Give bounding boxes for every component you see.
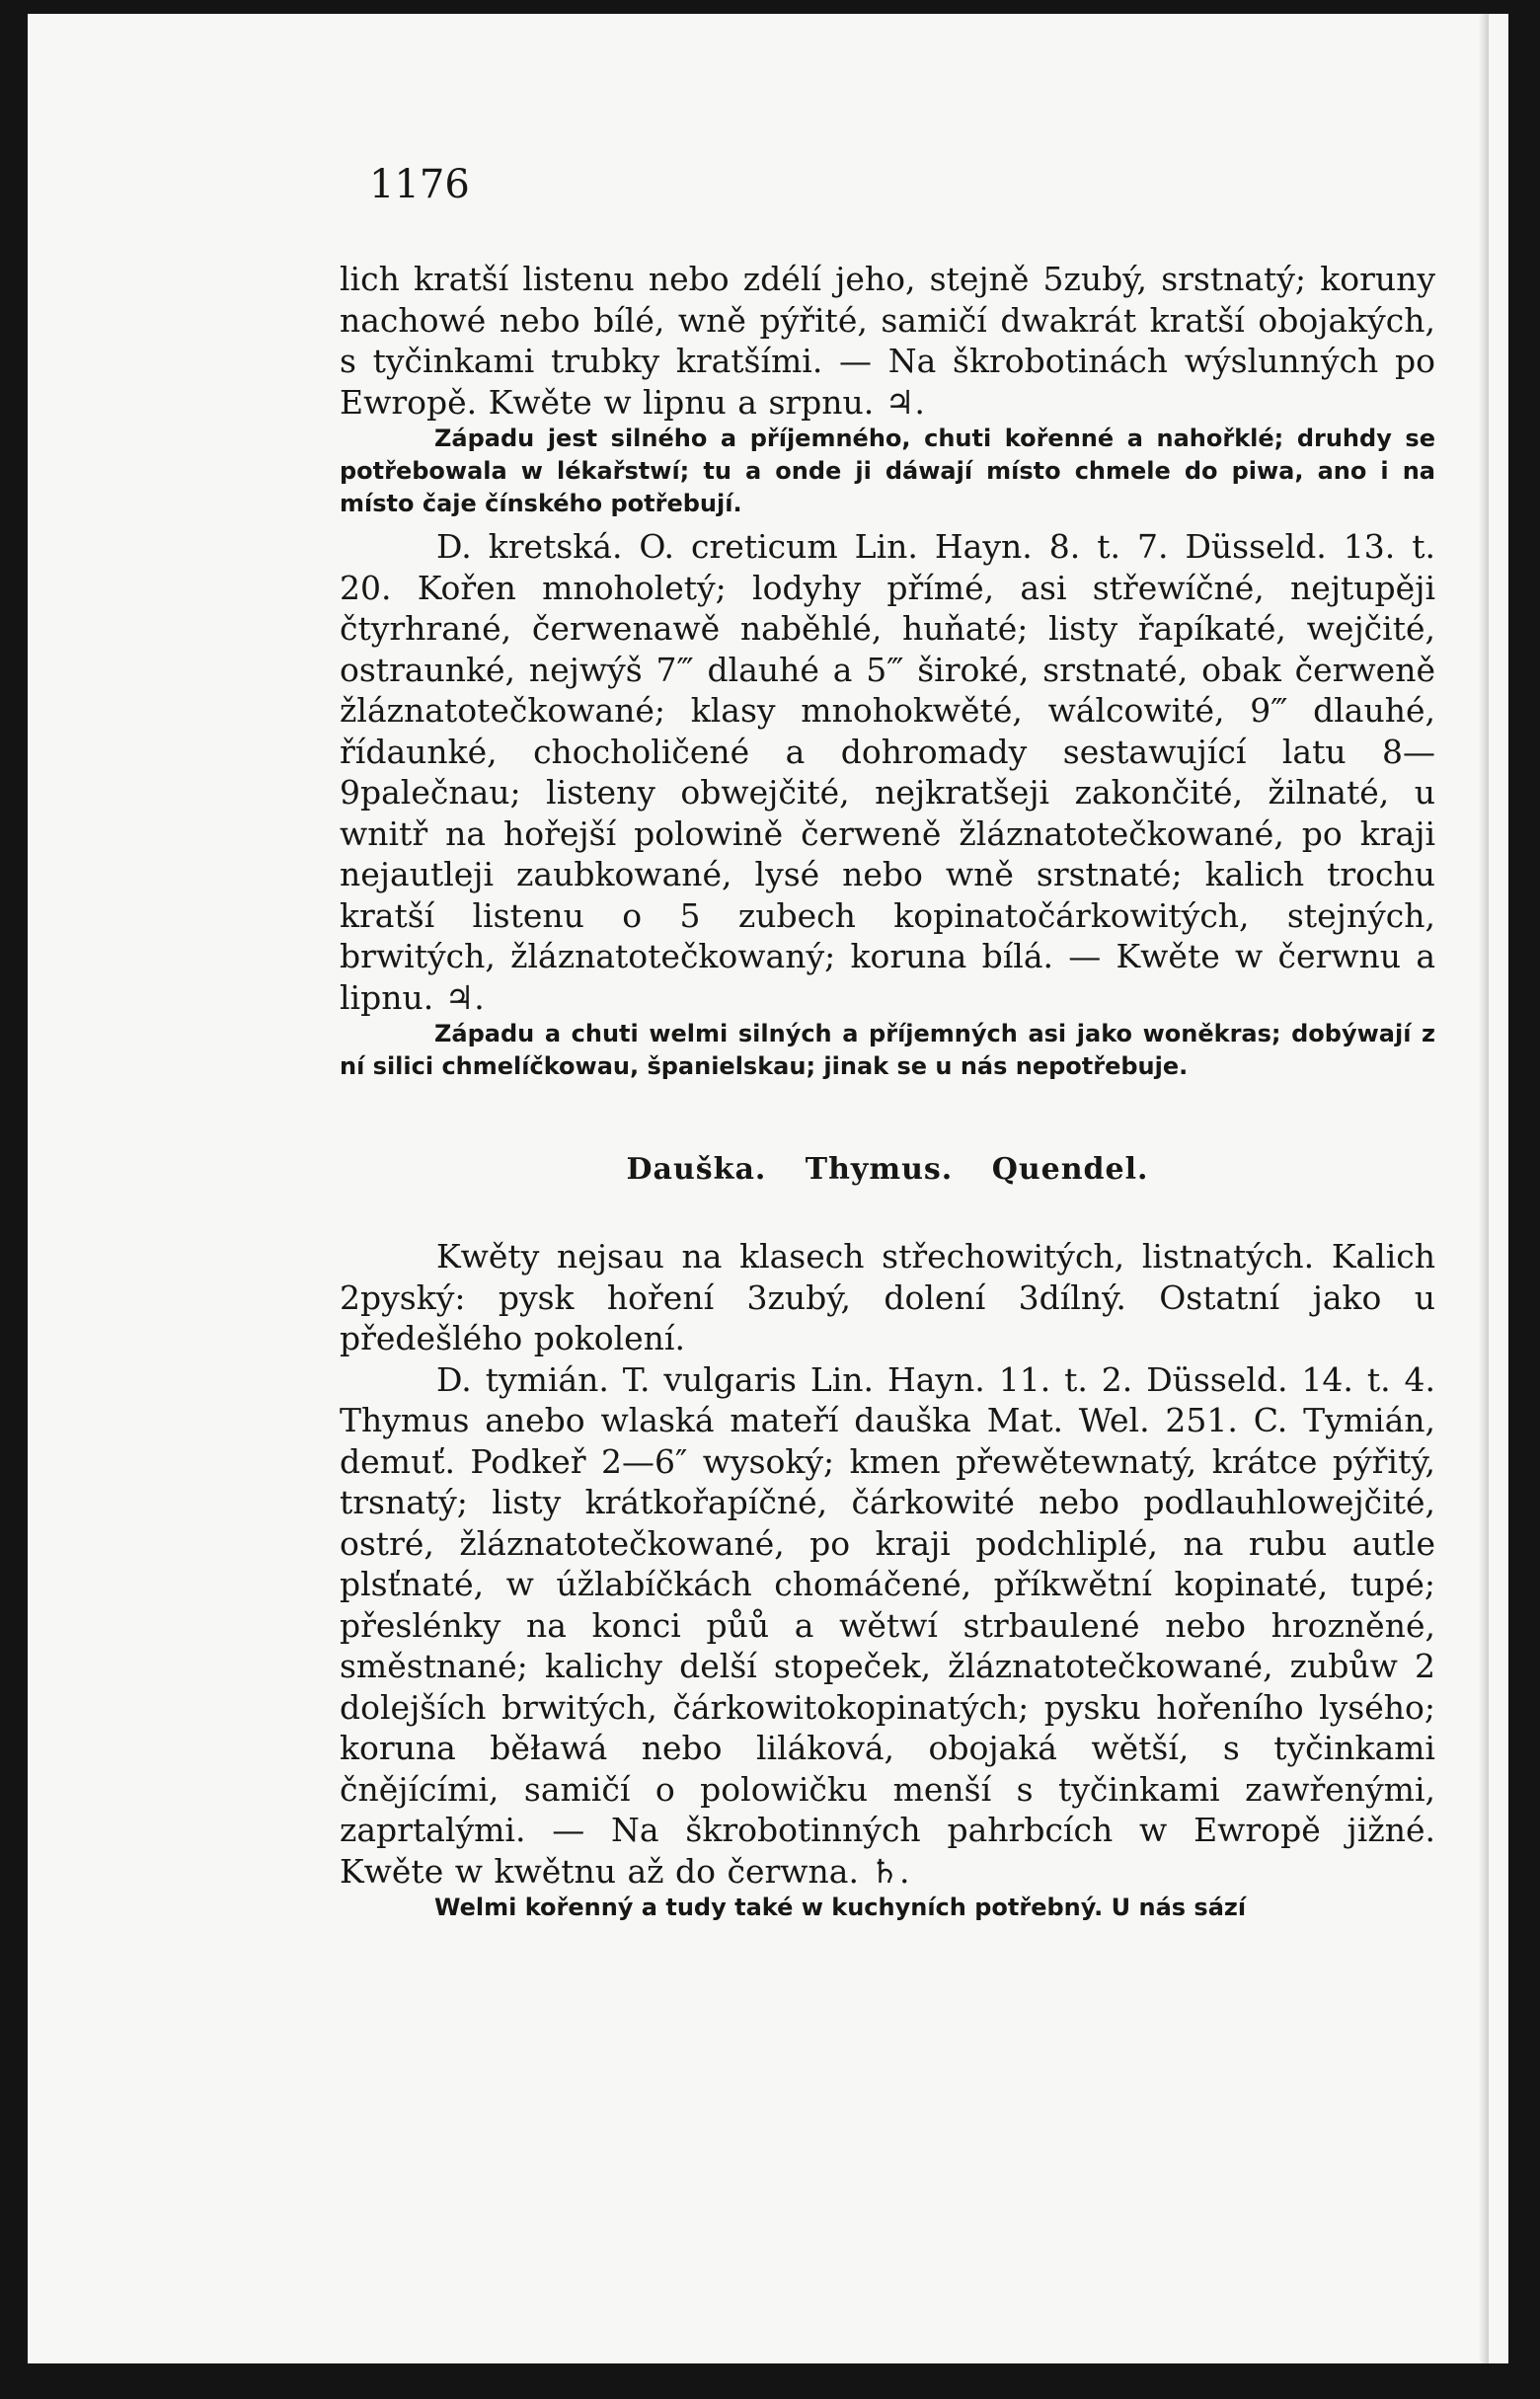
page-sheet — [28, 14, 1508, 2363]
genus-heading — [340, 1152, 1435, 1187]
note-usage-origanum: Západu jest silného a příjemného, chuti kořenné a nahořklé; druhdy se potřebowala w lékařstwí; tu a onde ji dáwají místo chmele do piwa, ano i na místo čaje čínského potřebují. — [340, 425, 1435, 517]
heading-german: Quendel. — [991, 1152, 1149, 1187]
heading-latin: Thymus. — [805, 1152, 954, 1187]
heading-czech: Dauška. — [626, 1152, 767, 1187]
paragraph-continuation: lich kratší listenu nebo zdélí jeho, stejně 5zubý, srstnatý; koruny nachowé nebo bílé, wně pýřité, samičí dwakrát kratší obojakých, s tyčinkami trubky kratšími. — Na škrobotinách wýslunných po Ewropě. Kwěte w lipnu a srpnu. ♃. — [340, 260, 1435, 422]
paragraph-thymus-vulgaris: D. tymián. T. vulgaris Lin. Hayn. 11. t. 2. Düsseld. 14. t. 4. Thymus anebo wlaská mateří dauška Mat. Wel. 251. C. Tymián, demuť. Podkeř 2—6″ wysoký; kmen přewětewnatý, krátce pýřitý, trsnatý; listy krátkořapíčné, čárkowité nebo podlauhlowejčité, ostré, žláznatotečkowané, po kraji podchliplé, na rubu autle plsťnaté, w úžlabíčkách chomáčené, příkwětní kopinaté, tupé; přeslénky na konci půů a wětwí strbaulené nebo hrozněné, směstnané; kalichy delší stopeček, žláznatotečkowané, zubůw 2 dolejších brwitých, čárkowitokopinatých; pysku hořeního lysého; koruna běławá nebo liláková, obojaká wětší, s tyčinkami čnějícími, samičí o polowičku menší s tyčinkami zawřenými, zaprtalými. — Na škrobotinných pahrbcích w Ewropě jižné. Kwěte w kwětnu až do čerwna. ♄. — [340, 1359, 1435, 1891]
note-usage-creticum: Západu a chuti welmi silných a příjemných asi jako woněkras; dobýwají z ní silici chmelíčkowau, španielskau; jinak se u nás nepotřebuje. — [340, 1020, 1435, 1080]
page-content — [340, 162, 1435, 1924]
paragraph-genus-description: Kwěty nejsau na klasech střechowitých, listnatých. Kalich 2pyský: pysk hoření 3zubý, dolení 3dílný. Ostatní jako u předešlého pokolení. — [340, 1237, 1435, 1357]
page-number: 1176 — [369, 162, 470, 207]
paragraph-origanum-creticum: D. kretská. O. creticum Lin. Hayn. 8. t. 7. Düsseld. 13. t. 20. Kořen mnoholetý; lodyhy přímé, asi střewíčné, nejtupěji čtyrhrané, čerwenawě naběhlé, huňaté; listy řapíkaté, wejčité, ostraunké, nejwýš 7‴ dlauhé a 5‴ široké, srstnaté, obak čerweně žláznatotečkowané; klasy mnohokwěté, wálcowité, 9‴ dlauhé, řídaunké, chocholičené a dohromady sestawující latu 8—9palečnau; listeny obwejčité, nejkratšeji zakončité, žilnaté, u wnitř na hořejší polowině čerweně žláznatotečkowané, po kraji nejautleji zaubkowané, lysé nebo wně srstnaté; kalich trochu kratší listenu o 5 zubech kopinatočárkowitých, stejných, brwitých, žláznatotečkowaný; koruna bílá. — Kwěte w čerwnu a lipnu. ♃. — [340, 527, 1435, 1017]
note-usage-thymus: Welmi kořenný a tudy také w kuchyních potřebný. U nás sází — [434, 1894, 1247, 1921]
page-edge-shadow — [1479, 14, 1489, 2363]
